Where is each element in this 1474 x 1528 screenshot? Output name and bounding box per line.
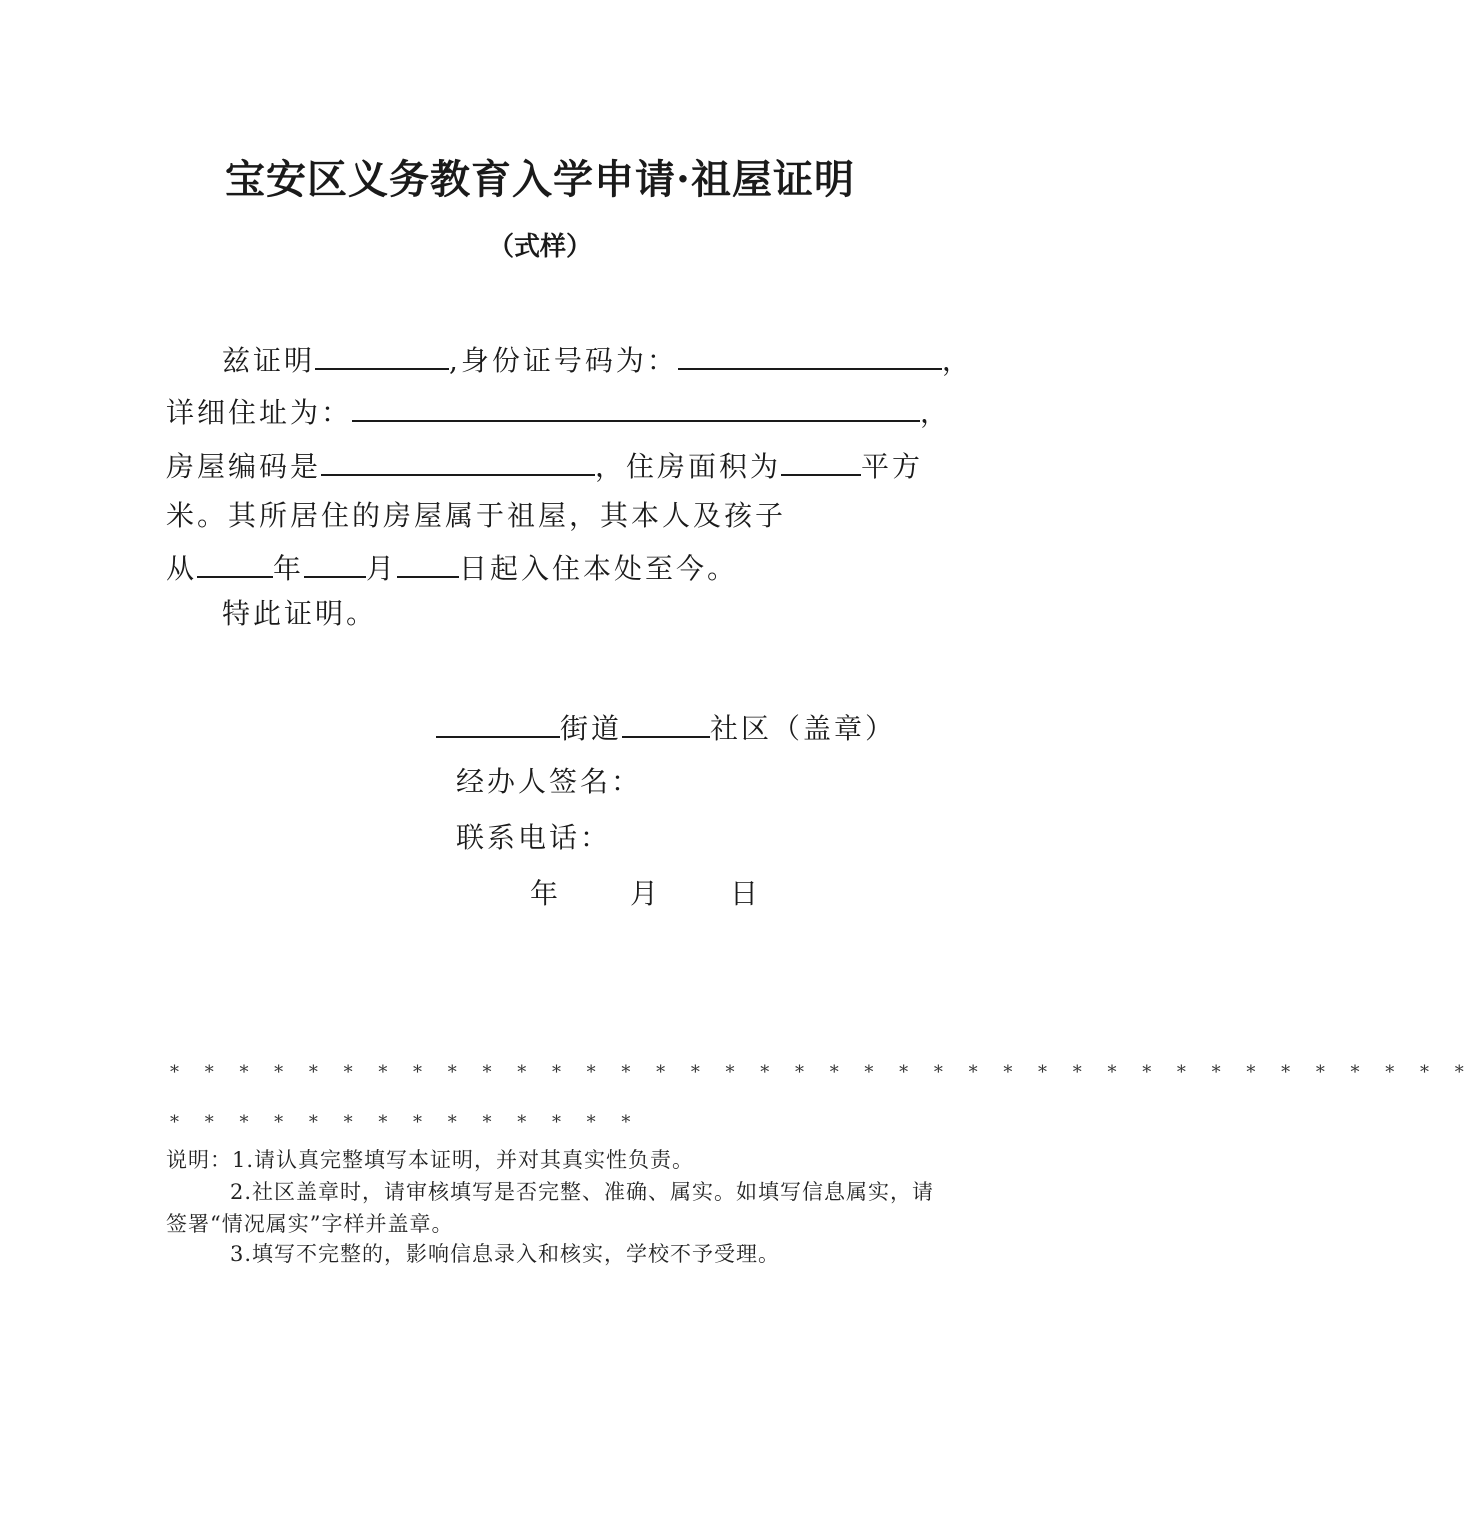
id-number-label: ,身份证号码为：: [449, 344, 678, 377]
square-label: 平方: [861, 450, 924, 483]
note-2-continued: 签署“情况属实”字样并盖章。: [166, 1212, 454, 1236]
certify-label: 兹证明: [222, 344, 316, 377]
street-blank[interactable]: [436, 712, 560, 738]
area-label: ，住房面积为: [595, 450, 782, 483]
note-1: 说明：1.请认真完整填写本证明，并对其真实性负责。: [166, 1148, 695, 1172]
sign-month-label: 月: [630, 877, 662, 910]
name-blank[interactable]: [315, 344, 449, 370]
comma: ，: [941, 344, 973, 377]
body-line-2: [166, 396, 951, 427]
star-divider-row-1: * * * * * * * * * * * * * * * * * * * * * * * * * * * * * * * * * * * * * *: [170, 1062, 1474, 1083]
star-divider-row-2: * * * * * * * * * * * * * *: [170, 1112, 641, 1133]
document-title: 宝安区义务教育入学申请·祖屋证明: [225, 156, 855, 203]
body-line-4: 米。其所居住的房屋属于祖屋，其本人及孩子: [166, 499, 787, 532]
since-label: 日起入住本处至今。: [459, 552, 739, 585]
id-number-blank[interactable]: [678, 344, 942, 370]
body-line-1: [222, 344, 973, 375]
year-blank[interactable]: [197, 552, 273, 578]
community-seal-label: 社区（盖章）: [710, 712, 897, 745]
closing-text: 特此证明。: [222, 597, 378, 630]
seal-line: [436, 712, 896, 743]
from-label: 从: [166, 552, 198, 585]
address-label: 详细住址为：: [166, 396, 353, 429]
house-code-label: 房屋编码是: [166, 450, 322, 483]
day-blank[interactable]: [397, 552, 459, 578]
note-3: 3.填写不完整的，影响信息录入和核实，学校不予受理。: [230, 1242, 781, 1266]
handler-signature-label: 经办人签名：: [456, 765, 643, 798]
body-line-5: [166, 552, 738, 583]
contact-phone-label: 联系电话：: [456, 821, 612, 854]
year-label: 年: [273, 552, 305, 585]
house-code-blank[interactable]: [321, 450, 595, 476]
note-2: 2.社区盖章时，请审核填写是否完整、准确、属实。如填写信息属实，请: [230, 1180, 935, 1204]
comma: ，: [920, 396, 952, 429]
document-subtitle: （式样）: [487, 232, 592, 262]
street-label: 街道: [560, 712, 623, 745]
month-label: 月: [366, 552, 398, 585]
area-blank[interactable]: [781, 450, 861, 476]
address-blank[interactable]: [352, 396, 920, 422]
sign-year-label: 年: [530, 877, 562, 910]
month-blank[interactable]: [304, 552, 366, 578]
body-line-3: [166, 450, 923, 481]
sign-day-label: 日: [730, 877, 762, 910]
community-blank[interactable]: [622, 712, 710, 738]
